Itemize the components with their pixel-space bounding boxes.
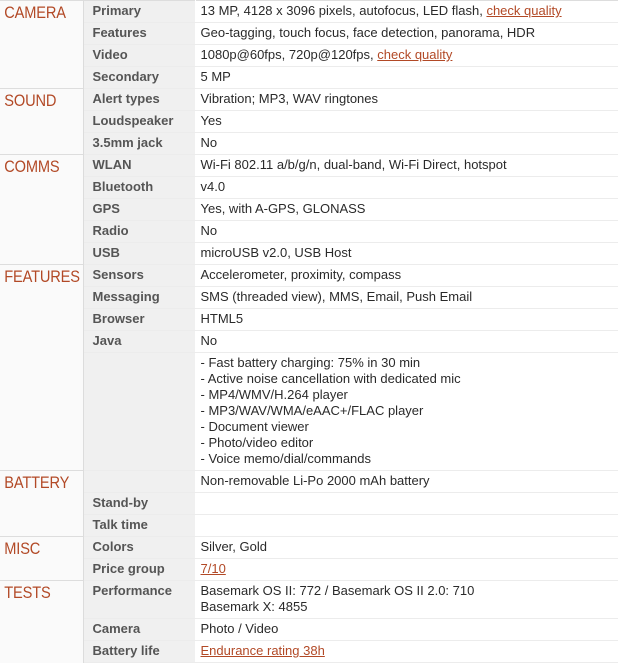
spec-link[interactable]: check quality	[486, 3, 561, 18]
spec-label[interactable]: Loudspeaker	[83, 111, 195, 133]
spec-label[interactable]: Battery life	[83, 641, 195, 663]
spec-row	[0, 559, 618, 581]
spec-text: Basemark X: 4855	[201, 599, 308, 614]
spec-text: Photo / Video	[201, 621, 279, 636]
spec-value	[195, 265, 618, 287]
spec-value	[195, 493, 618, 515]
spec-value-line	[201, 517, 618, 533]
spec-row	[0, 493, 618, 515]
spec-label[interactable]: Messaging	[83, 287, 195, 309]
spec-value-line	[201, 201, 618, 217]
spec-label[interactable]: USB	[83, 243, 195, 265]
spec-text: Yes, with A-GPS, GLONASS	[201, 201, 366, 216]
spec-label[interactable]: Features	[83, 23, 195, 45]
spec-value-line	[201, 311, 618, 327]
spec-row	[0, 287, 618, 309]
spec-row	[0, 67, 618, 89]
spec-text: microUSB v2.0, USB Host	[201, 245, 352, 260]
spec-text: Accelerometer, proximity, compass	[201, 267, 402, 282]
spec-row	[0, 23, 618, 45]
spec-row	[0, 265, 618, 287]
spec-value-line	[201, 289, 618, 305]
spec-text: Silver, Gold	[201, 539, 267, 554]
spec-value	[195, 111, 618, 133]
spec-value-line	[201, 561, 618, 577]
spec-value-line	[201, 621, 618, 637]
spec-value-line	[201, 333, 618, 349]
section-heading[interactable]: BATTERY	[0, 471, 71, 492]
spec-value	[195, 309, 618, 331]
spec-value	[195, 537, 618, 559]
spec-text: - Voice memo/dial/commands	[201, 451, 372, 466]
spec-label[interactable]: Alert types	[83, 89, 195, 111]
spec-value-line	[201, 419, 618, 435]
spec-value-line	[201, 539, 618, 555]
spec-label[interactable]: GPS	[83, 199, 195, 221]
section-features	[0, 265, 83, 471]
spec-value-line	[201, 451, 618, 467]
spec-label[interactable]: Performance	[83, 581, 195, 619]
spec-value	[195, 199, 618, 221]
spec-value-line	[201, 157, 618, 173]
spec-row	[0, 155, 618, 177]
spec-label[interactable]: Video	[83, 45, 195, 67]
spec-text: - Fast battery charging: 75% in 30 min	[201, 355, 421, 370]
spec-value	[195, 133, 618, 155]
spec-link[interactable]: check quality	[377, 47, 452, 62]
spec-value	[195, 1, 618, 23]
spec-label[interactable]: WLAN	[83, 155, 195, 177]
spec-value	[195, 619, 618, 641]
spec-label[interactable]: Talk time	[83, 515, 195, 537]
spec-row	[0, 199, 618, 221]
spec-row	[0, 221, 618, 243]
section-heading[interactable]: COMMS	[0, 155, 71, 176]
spec-text: 13 MP, 4128 x 3096 pixels, autofocus, LED flash,	[201, 3, 487, 18]
spec-value-line	[201, 3, 618, 19]
spec-value-line	[201, 583, 618, 599]
spec-row	[0, 641, 618, 663]
spec-text: 1080p@60fps, 720p@120fps,	[201, 47, 378, 62]
spec-row	[0, 515, 618, 537]
spec-value	[195, 353, 618, 471]
spec-row	[0, 581, 618, 619]
spec-label[interactable]: Primary	[83, 1, 195, 23]
spec-text: Yes	[201, 113, 222, 128]
spec-value	[195, 23, 618, 45]
spec-row	[0, 45, 618, 67]
spec-text: - Photo/video editor	[201, 435, 314, 450]
spec-text: Geo-tagging, touch focus, face detection, panorama, HDR	[201, 25, 536, 40]
spec-label[interactable]	[83, 471, 195, 493]
spec-text: v4.0	[201, 179, 226, 194]
spec-value-line	[201, 245, 618, 261]
spec-value-line	[201, 387, 618, 403]
spec-label[interactable]: Price group	[83, 559, 195, 581]
section-battery	[0, 471, 83, 537]
spec-value	[195, 243, 618, 265]
spec-row	[0, 1, 618, 23]
spec-value-line	[201, 643, 618, 659]
spec-row	[0, 537, 618, 559]
spec-value-line	[201, 25, 618, 41]
spec-label[interactable]: Camera	[83, 619, 195, 641]
spec-value	[195, 287, 618, 309]
spec-text: - MP4/WMV/H.264 player	[201, 387, 348, 402]
spec-value	[195, 45, 618, 67]
spec-value	[195, 641, 618, 663]
spec-text: Non-removable Li-Po 2000 mAh battery	[201, 473, 430, 488]
spec-row	[0, 471, 618, 493]
spec-text: HTML5	[201, 311, 244, 326]
spec-text: - MP3/WAV/WMA/eAAC+/FLAC player	[201, 403, 424, 418]
section-camera	[0, 1, 83, 89]
section-comms	[0, 155, 83, 265]
spec-text: Wi-Fi 802.11 a/b/g/n, dual-band, Wi-Fi Direct, hotspot	[201, 157, 507, 172]
spec-value	[195, 67, 618, 89]
section-heading[interactable]: FEATURES	[0, 265, 71, 286]
spec-value-line	[201, 91, 618, 107]
spec-label[interactable]: Secondary	[83, 67, 195, 89]
spec-value	[195, 155, 618, 177]
section-heading[interactable]: CAMERA	[0, 1, 71, 22]
section-tests	[0, 581, 83, 663]
spec-row	[0, 89, 618, 111]
spec-text: - Active noise cancellation with dedicated mic	[201, 371, 461, 386]
spec-value-line	[201, 135, 618, 151]
spec-value-line	[201, 267, 618, 283]
spec-row	[0, 177, 618, 199]
spec-value	[195, 515, 618, 537]
spec-value-line	[201, 371, 618, 387]
spec-value-line	[201, 473, 618, 489]
spec-text: No	[201, 223, 218, 238]
spec-row	[0, 331, 618, 353]
spec-row	[0, 111, 618, 133]
spec-value-line	[201, 47, 618, 63]
spec-label[interactable]: Browser	[83, 309, 195, 331]
spec-value-line	[201, 113, 618, 129]
spec-label[interactable]: Sensors	[83, 265, 195, 287]
spec-value	[195, 581, 618, 619]
spec-value	[195, 331, 618, 353]
spec-value	[195, 89, 618, 111]
spec-value-line	[201, 403, 618, 419]
spec-label[interactable]: Java	[83, 331, 195, 353]
spec-value	[195, 559, 618, 581]
spec-value-line	[201, 69, 618, 85]
spec-row	[0, 309, 618, 331]
spec-row	[0, 243, 618, 265]
section-heading[interactable]: TESTS	[0, 581, 71, 602]
section-heading[interactable]: MISC	[0, 537, 71, 558]
spec-text: - Document viewer	[201, 419, 309, 434]
section-heading[interactable]: SOUND	[0, 89, 71, 110]
spec-text: No	[201, 333, 218, 348]
spec-value-line	[201, 435, 618, 451]
spec-label[interactable]	[83, 353, 195, 471]
spec-value-line	[201, 355, 618, 371]
spec-row	[0, 619, 618, 641]
spec-value	[195, 177, 618, 199]
spec-label[interactable]: 3.5mm jack	[83, 133, 195, 155]
spec-text: Vibration; MP3, WAV ringtones	[201, 91, 379, 106]
spec-label[interactable]: Stand-by	[83, 493, 195, 515]
spec-value-line	[201, 495, 618, 511]
spec-label[interactable]: Bluetooth	[83, 177, 195, 199]
spec-text: 5 MP	[201, 69, 231, 84]
spec-label[interactable]: Radio	[83, 221, 195, 243]
spec-value-line	[201, 599, 618, 615]
spec-text: No	[201, 135, 218, 150]
spec-text: Basemark OS II: 772 / Basemark OS II 2.0: 710	[201, 583, 475, 598]
spec-text: SMS (threaded view), MMS, Email, Push Email	[201, 289, 473, 304]
spec-label[interactable]: Colors	[83, 537, 195, 559]
section-sound	[0, 89, 83, 155]
spec-row	[0, 133, 618, 155]
spec-value-line	[201, 179, 618, 195]
section-misc	[0, 537, 83, 581]
spec-value-line	[201, 223, 618, 239]
spec-value	[195, 221, 618, 243]
spec-link[interactable]: 7/10	[201, 561, 226, 576]
spec-link[interactable]: Endurance rating 38h	[201, 643, 325, 658]
spec-row	[0, 353, 618, 471]
spec-value	[195, 471, 618, 493]
